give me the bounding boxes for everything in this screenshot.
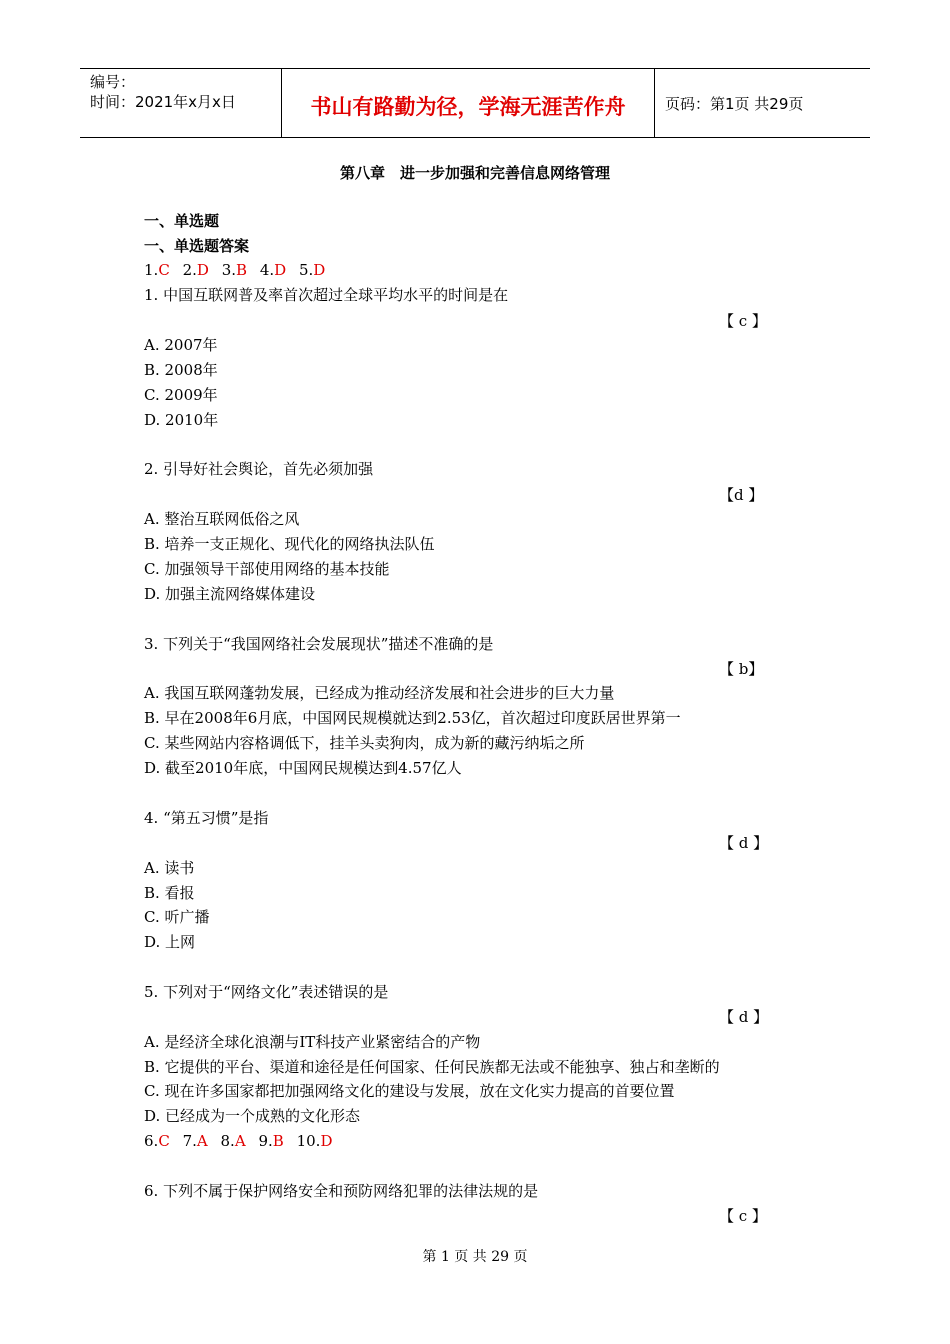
answer-key-num: 7.	[182, 1132, 197, 1150]
answer-key-letter: B	[236, 261, 248, 279]
answer-key-row-1	[144, 260, 325, 280]
question-option: B. 它提供的平台、渠道和途径是任何国家、任何民族都无法或不能独享、独占和垄断的	[144, 1058, 720, 1076]
question-stem: 5. 下列对于“网络文化”表述错误的是	[144, 983, 389, 1001]
question-option: D. 上网	[144, 933, 196, 951]
question-stem: 3. 下列关于“我国网络社会发展现状”描述不准确的是	[144, 635, 494, 653]
question-option: A. 整治互联网低俗之风	[144, 510, 300, 528]
question-answer: 【d 】	[719, 486, 764, 504]
answer-key-num: 8.	[220, 1132, 235, 1150]
answer-key-num: 3.	[221, 261, 237, 279]
question-option: A. 我国互联网蓬勃发展，已经成为推动经济发展和社会进步的巨大力量	[144, 684, 615, 702]
answer-key-letter: C	[158, 261, 170, 279]
header-page-cell	[655, 69, 870, 137]
answer-key-letter: D	[313, 261, 326, 279]
section-heading: 一、单选题	[144, 212, 220, 230]
answer-key-num: 4.	[259, 261, 275, 279]
document-number-label: 编号：	[90, 73, 136, 91]
question-option: B. 2008年	[144, 361, 218, 379]
question-option: C. 加强领导干部使用网络的基本技能	[144, 560, 390, 578]
page-footer: 第 1 页 共 29 页	[422, 1249, 528, 1265]
header-motto: 书山有路勤为径，学海无涯苦作舟	[310, 95, 626, 119]
answer-key-letter: D	[274, 261, 287, 279]
answer-key-num: 1.	[144, 261, 159, 279]
header-page-info: 页码：第1页 共29页	[665, 95, 804, 113]
question-stem: 6. 下列不属于保护网络安全和预防网络犯罪的法律法规的是	[144, 1182, 539, 1200]
question-option: D. 已经成为一个成熟的文化形态	[144, 1107, 361, 1125]
answer-key-letter: B	[272, 1132, 284, 1150]
question-option: C. 某些网站内容格调低下，挂羊头卖狗肉，成为新的藏污纳垢之所	[144, 734, 585, 752]
question-stem: 2. 引导好社会舆论，首先必须加强	[144, 460, 374, 478]
answer-key-row-2	[144, 1131, 332, 1151]
question-answer: 【 b】	[719, 660, 764, 678]
answer-key-num: 10.	[296, 1132, 321, 1150]
question-answer: 【 d 】	[719, 1008, 769, 1026]
answer-key-num: 6.	[144, 1132, 159, 1150]
answer-key-letter: D	[320, 1132, 333, 1150]
document-header	[80, 68, 870, 138]
question-answer: 【 d 】	[719, 834, 769, 852]
header-meta-cell	[80, 69, 282, 137]
chapter-title: 第八章 进一步加强和完善信息网络管理	[339, 164, 610, 182]
question-option: B. 看报	[144, 884, 195, 902]
question-stem: 4. “第五习惯”是指	[144, 809, 269, 827]
answers-heading: 一、单选题答案	[144, 237, 250, 255]
question-option: C. 2009年	[144, 386, 218, 404]
question-option: B. 培养一支正规化、现代化的网络执法队伍	[144, 535, 435, 553]
question-answer: 【 c 】	[719, 1207, 767, 1225]
header-motto-cell	[282, 69, 655, 137]
question-option: A. 是经济全球化浪潮与IT科技产业紧密结合的产物	[144, 1033, 481, 1051]
answer-key-letter: D	[196, 261, 209, 279]
answer-key-letter: A	[234, 1132, 246, 1150]
question-option: B. 早在2008年6月底，中国网民规模就达到2.53亿，首次超过印度跃居世界第一	[144, 709, 681, 727]
question-option: A. 读书	[144, 859, 195, 877]
question-option: C. 听广播	[144, 908, 210, 926]
answer-key-num: 9.	[258, 1132, 273, 1150]
question-stem: 1. 中国互联网普及率首次超过全球平均水平的时间是在	[144, 286, 509, 304]
document-time-label: 时间：2021年x月x日	[90, 93, 236, 111]
answer-key-num: 2.	[182, 261, 197, 279]
question-option: D. 加强主流网络媒体建设	[144, 585, 316, 603]
question-option: C. 现在许多国家都把加强网络文化的建设与发展，放在文化实力提高的首要位置	[144, 1082, 675, 1100]
question-option: D. 2010年	[144, 411, 219, 429]
answer-key-letter: C	[158, 1132, 170, 1150]
question-option: A. 2007年	[144, 336, 218, 354]
answer-key-letter: A	[196, 1132, 208, 1150]
answer-key-num: 5.	[298, 261, 314, 279]
question-answer: 【 c 】	[719, 312, 767, 330]
question-option: D. 截至2010年底，中国网民规模达到4.57亿人	[144, 759, 462, 777]
